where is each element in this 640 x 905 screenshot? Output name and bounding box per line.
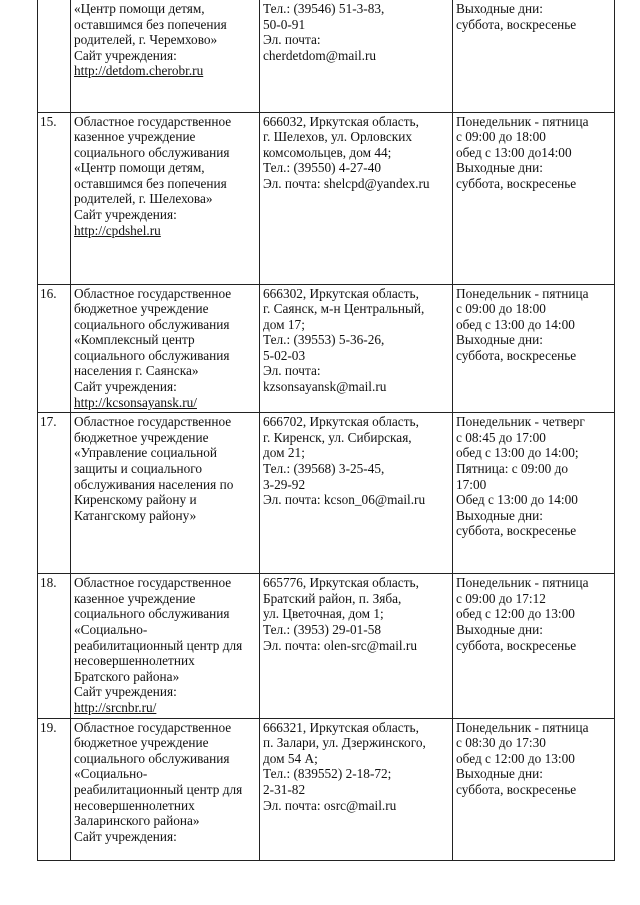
org-cell (71, 284, 260, 413)
address-cell (260, 284, 453, 413)
org-cell-line: «Социально- (74, 766, 148, 782)
address-cell-line: 50-0-91 (263, 16, 306, 32)
website-link[interactable]: http://detdom.cherobr.ru (74, 63, 204, 79)
org-cell (71, 413, 260, 574)
org-cell (71, 112, 260, 284)
org-cell-line: Катангскому району» (74, 507, 197, 523)
org-cell-line: Сайт учреждения: (74, 828, 177, 844)
hours-cell-line: с 09:00 до 18:00 (456, 301, 546, 317)
org-cell-line: социального обслуживания (74, 606, 230, 622)
address-cell-line: г. Шелехов, ул. Орловских (263, 129, 413, 145)
document-page (37, 0, 607, 861)
org-cell-line: Областное государственное (74, 719, 232, 735)
org-cell-line: бюджетное учреждение (74, 735, 209, 751)
address-cell-line: 665776, Иркутская область, (263, 575, 419, 591)
address-cell-line: Тел.: (839552) 2-18-72; (263, 766, 392, 782)
hours-cell-line: суббота, воскресенье (456, 637, 577, 653)
org-cell-line: «Социально- (74, 622, 148, 638)
org-cell (71, 0, 260, 112)
org-cell-line: Сайт учреждения: (74, 379, 177, 395)
org-cell-line: защиты и социального (74, 461, 203, 477)
address-cell-line: п. Залари, ул. Дзержинского, (263, 735, 426, 751)
hours-cell-line: Выходные дни: (456, 332, 543, 348)
address-cell-line: Тел.: (39568) 3-25-45, (263, 461, 385, 477)
address-cell-line: Тел.: (39553) 5-36-26, (263, 332, 385, 348)
address-cell-line: Эл. почта: olen-src@mail.ru (263, 637, 417, 653)
org-cell-line: социального обслуживания (74, 144, 230, 160)
hours-cell (453, 574, 615, 718)
hours-cell-line: Понедельник - четверг (456, 414, 585, 430)
table-row (38, 574, 615, 718)
hours-cell (453, 284, 615, 413)
hours-cell-line: суббота, воскресенье (456, 523, 577, 539)
address-cell (260, 0, 453, 112)
address-cell-line: Тел.: (39550) 4-27-40 (263, 160, 382, 176)
org-cell-line: Областное государственное (74, 285, 232, 301)
row-number: 18. (38, 574, 71, 718)
hours-cell-line: суббота, воскресенье (456, 781, 577, 797)
table-row (38, 284, 615, 413)
org-cell-line: Сайт учреждения: (74, 207, 177, 223)
address-cell-line: 2-31-82 (263, 781, 306, 797)
website-link[interactable]: http://srcnbr.ru/ (74, 700, 157, 715)
org-cell-line: родителей, г. Черемхово» (74, 32, 218, 48)
address-cell (260, 112, 453, 284)
address-cell-line: Тел.: (39546) 51-3-83, (263, 1, 385, 16)
org-cell-line: казенное учреждение (74, 590, 196, 606)
table-row (38, 112, 615, 284)
table-row (38, 718, 615, 860)
hours-cell-line: Понедельник - пятница (456, 719, 589, 735)
address-cell-line: Братский район, п. Зяба, (263, 590, 402, 606)
hours-cell-line: Понедельник - пятница (456, 113, 589, 129)
address-cell-line: Эл. почта: (263, 32, 321, 48)
org-cell-line: бюджетное учреждение (74, 429, 209, 445)
hours-cell (453, 413, 615, 574)
hours-cell-line: 17:00 (456, 476, 487, 492)
row-number: 19. (38, 718, 71, 860)
org-cell-line: социального обслуживания (74, 347, 230, 363)
org-cell-line: «Управление социальной (74, 445, 218, 461)
org-cell-line: «Центр помощи детям, (74, 1, 205, 16)
address-cell-line: kzsonsayansk@mail.ru (263, 379, 387, 395)
hours-cell-line: Понедельник - пятница (456, 575, 589, 591)
hours-cell (453, 112, 615, 284)
table-row (38, 413, 615, 574)
org-cell (71, 574, 260, 718)
address-cell (260, 413, 453, 574)
hours-cell-line: обед с 13:00 до 14:00; (456, 445, 579, 461)
hours-cell-line: Выходные дни: (456, 507, 543, 523)
address-cell-line: 666702, Иркутская область, (263, 414, 419, 430)
hours-cell (453, 0, 615, 112)
hours-cell-line: Выходные дни: (456, 1, 543, 16)
address-cell-line: 666032, Иркутская область, (263, 113, 419, 129)
hours-cell-line: суббота, воскресенье (456, 175, 577, 191)
address-cell-line: 3-29-92 (263, 476, 306, 492)
org-cell-line: «Центр помощи детям, (74, 160, 205, 176)
hours-cell-line: Понедельник - пятница (456, 285, 589, 301)
table-row (38, 0, 615, 112)
org-cell-line: Областное государственное (74, 575, 232, 591)
hours-cell-line: обед с 13:00 до 14:00 (456, 316, 575, 332)
hours-cell-line: Выходные дни: (456, 766, 543, 782)
org-cell-line: социального обслуживания (74, 316, 230, 332)
hours-cell-line: обед с 12:00 до 13:00 (456, 606, 575, 622)
hours-cell-line: суббота, воскресенье (456, 347, 577, 363)
hours-cell-line: Выходные дни: (456, 160, 543, 176)
org-cell-line: Братского района» (74, 668, 180, 684)
org-cell-line: социального обслуживания (74, 750, 230, 766)
address-cell-line: дом 54 А; (263, 750, 318, 766)
org-cell-line: реабилитационный центр для (74, 637, 243, 653)
address-cell-line: Эл. почта: kcson_06@mail.ru (263, 492, 426, 508)
row-number: 17. (38, 413, 71, 574)
hours-cell-line: Пятница: с 09:00 до (456, 461, 569, 477)
address-cell-line: дом 21; (263, 445, 305, 461)
org-cell (71, 718, 260, 860)
hours-cell-line: обед с 13:00 до14:00 (456, 144, 572, 160)
address-cell-line: cherdetdom@mail.ru (263, 47, 377, 63)
hours-cell-line: обед с 12:00 до 13:00 (456, 750, 575, 766)
org-cell-line: Областное государственное (74, 414, 232, 430)
row-number: 15. (38, 112, 71, 284)
address-cell-line: Эл. почта: (263, 363, 321, 379)
org-cell-line: Заларинского района» (74, 813, 200, 829)
address-cell-line: 666321, Иркутская область, (263, 719, 419, 735)
org-cell-line: Областное государственное (74, 113, 232, 129)
address-cell-line: Эл. почта: osrc@mail.ru (263, 797, 397, 813)
org-cell-line: оставшимся без попечения (74, 16, 227, 32)
address-cell-line: г. Саянск, м-н Центральный, (263, 301, 425, 317)
hours-cell-line: Выходные дни: (456, 622, 543, 638)
address-cell-line: 5-02-03 (263, 347, 306, 363)
hours-cell-line: с 08:30 до 17:30 (456, 735, 546, 751)
address-cell (260, 574, 453, 718)
org-cell-line: населения г. Саянска» (74, 363, 199, 379)
website-link[interactable]: http://cpdshel.ru (74, 222, 161, 238)
org-cell-line: несовершеннолетних (74, 797, 195, 813)
website-link[interactable]: http://kcsonsayansk.ru/ (74, 394, 197, 410)
org-cell-line: реабилитационный центр для (74, 781, 243, 797)
hours-cell-line: суббота, воскресенье (456, 16, 577, 32)
org-cell-line: Сайт учреждения: (74, 47, 177, 63)
row-number: 16. (38, 284, 71, 413)
org-cell-line: Киренскому району и (74, 492, 197, 508)
org-cell-line: Сайт учреждения: (74, 684, 177, 700)
org-cell-line: оставшимся без попечения (74, 175, 227, 191)
address-cell-line: комсомольцев, дом 44; (263, 144, 392, 160)
address-cell-line: ул. Цветочная, дом 1; (263, 606, 384, 622)
org-cell-line: казенное учреждение (74, 129, 196, 145)
org-cell-line: «Комплексный центр (74, 332, 195, 348)
institutions-table (37, 0, 615, 861)
hours-cell-line: с 08:45 до 17:00 (456, 429, 546, 445)
hours-cell-line: с 09:00 до 17:12 (456, 590, 546, 606)
address-cell-line: Тел.: (3953) 29-01-58 (263, 622, 382, 638)
row-number (38, 0, 71, 112)
address-cell-line: 666302, Иркутская область, (263, 285, 419, 301)
org-cell-line: обслуживания населения по (74, 476, 234, 492)
org-cell-line: родителей, г. Шелехова» (74, 191, 213, 207)
org-cell-line: несовершеннолетних (74, 653, 195, 669)
address-cell-line: дом 17; (263, 316, 305, 332)
org-cell-line: бюджетное учреждение (74, 301, 209, 317)
hours-cell-line: с 09:00 до 18:00 (456, 129, 546, 145)
hours-cell (453, 718, 615, 860)
hours-cell-line: Обед с 13:00 до 14:00 (456, 492, 578, 508)
address-cell-line: Эл. почта: shelcpd@yandex.ru (263, 175, 430, 191)
address-cell-line: г. Киренск, ул. Сибирская, (263, 429, 412, 445)
address-cell (260, 718, 453, 860)
